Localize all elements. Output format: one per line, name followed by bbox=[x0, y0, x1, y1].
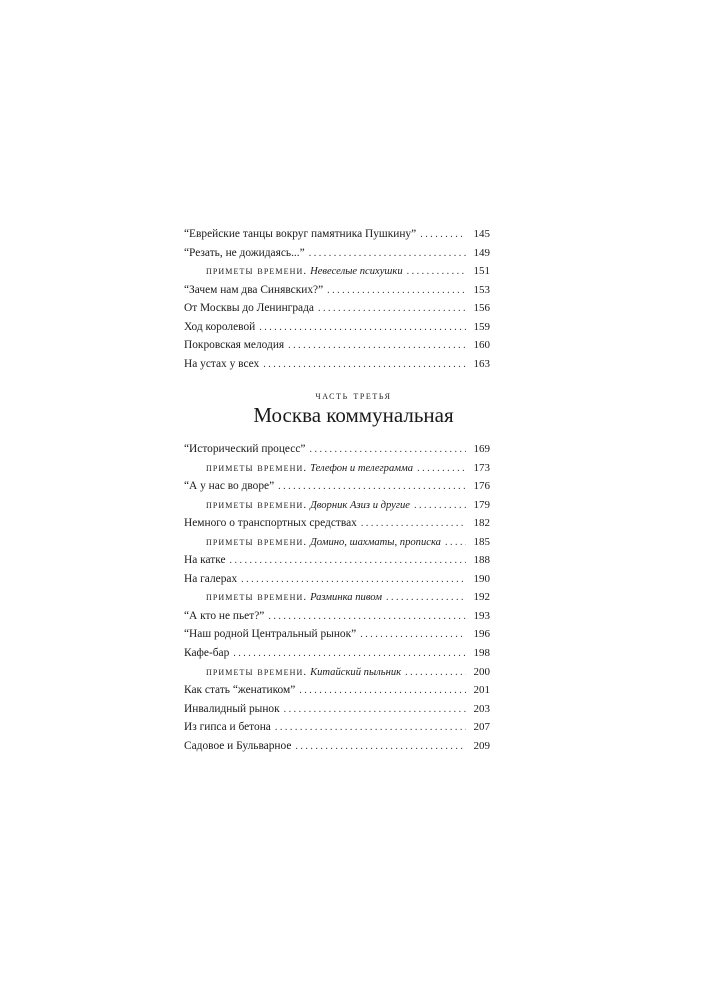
toc-entry-title: Немного о транспортных средствах bbox=[184, 517, 357, 530]
toc-entry bbox=[184, 281, 490, 300]
toc-entry bbox=[184, 644, 490, 663]
page-number: 176 bbox=[473, 480, 490, 493]
toc-entry bbox=[184, 718, 490, 737]
part-three-title: Москва коммунальная bbox=[253, 403, 454, 427]
toc-entry-title: Ход королевой bbox=[184, 320, 256, 333]
toc-entry-subtitle: Разминка пивом bbox=[310, 592, 382, 604]
toc-entry-title: Кафе-бар bbox=[184, 647, 230, 660]
dot-leader bbox=[295, 738, 466, 757]
signs-of-time-label: приметы времени. bbox=[206, 535, 308, 548]
toc-entry-title: Как стать “женатиком” bbox=[184, 684, 296, 697]
toc-entry-subtitle: Невеселые психушки bbox=[310, 266, 403, 278]
page-number: 203 bbox=[473, 702, 490, 715]
toc-entry-title bbox=[206, 459, 413, 479]
page-number: 207 bbox=[473, 721, 490, 734]
toc-entry-title: Садовое и Бульварное bbox=[184, 739, 292, 752]
page-number: 198 bbox=[473, 647, 490, 660]
toc-entry-title: На галерах bbox=[184, 572, 238, 585]
dot-leader bbox=[360, 626, 466, 645]
toc-entry bbox=[184, 533, 490, 552]
page-number: 201 bbox=[473, 684, 490, 697]
page-number: 182 bbox=[473, 517, 490, 530]
page-number: 193 bbox=[473, 609, 490, 622]
toc-entry-title: Инвалидный рынок bbox=[184, 702, 280, 715]
toc-entry-title: “Исторический процесс” bbox=[184, 443, 306, 455]
toc-entry-title: На катке bbox=[184, 554, 226, 567]
toc-entry bbox=[184, 514, 490, 533]
page-number: 149 bbox=[473, 246, 490, 259]
signs-of-time-label: приметы времени. bbox=[206, 265, 308, 278]
toc-entry bbox=[184, 496, 490, 515]
page-number: 163 bbox=[473, 357, 490, 370]
toc-entry-title: “А у нас во дворе” bbox=[184, 480, 275, 493]
page-number: 209 bbox=[473, 739, 490, 752]
toc-entry-title bbox=[206, 496, 410, 516]
page-number: 145 bbox=[473, 228, 490, 240]
toc-entry bbox=[184, 262, 490, 281]
page-number: 192 bbox=[473, 591, 490, 604]
toc-entry-title: На устах у всех bbox=[184, 357, 260, 370]
signs-of-time-label: приметы времени. bbox=[206, 461, 308, 474]
dot-leader bbox=[386, 589, 466, 608]
toc-entry bbox=[184, 570, 490, 589]
toc-entry-title: Из гипса и бетона bbox=[184, 721, 271, 734]
toc-entry bbox=[184, 681, 490, 700]
toc-entry-title: “Резать, не дожидаясь...” bbox=[184, 246, 305, 259]
toc-entry bbox=[184, 588, 490, 607]
toc-entry bbox=[184, 607, 490, 626]
dot-leader bbox=[268, 608, 466, 627]
page-number: 190 bbox=[473, 572, 490, 585]
toc-entry bbox=[184, 663, 490, 682]
toc-entry bbox=[184, 700, 490, 719]
toc-entry-title: “Наш родной Центральный рынок” bbox=[184, 628, 357, 641]
dot-leader bbox=[327, 282, 466, 301]
page-number: 196 bbox=[473, 628, 490, 641]
page-number: 156 bbox=[473, 302, 490, 315]
dot-leader bbox=[278, 478, 466, 497]
page-number: 169 bbox=[473, 443, 490, 455]
dot-leader bbox=[309, 245, 466, 264]
signs-of-time-label: приметы времени. bbox=[206, 498, 308, 511]
dot-leader bbox=[445, 534, 466, 553]
signs-of-time-label: приметы времени. bbox=[206, 591, 308, 604]
dot-leader bbox=[299, 682, 466, 701]
page-number: 188 bbox=[473, 554, 490, 567]
dot-leader bbox=[284, 701, 466, 720]
toc-entry-title: Покровская мелодия bbox=[184, 339, 285, 352]
toc-entry bbox=[184, 336, 490, 355]
dot-leader bbox=[318, 300, 466, 319]
dot-leader bbox=[233, 645, 466, 664]
toc-entry-title: “А кто не пьет?” bbox=[184, 609, 265, 622]
toc-entry-title bbox=[206, 533, 441, 553]
toc-entry-title: От Москвы до Ленинграда bbox=[184, 302, 314, 315]
toc-part-one bbox=[184, 225, 490, 373]
page-number: 200 bbox=[473, 665, 490, 678]
page-number: 185 bbox=[473, 535, 490, 548]
dot-leader bbox=[275, 719, 466, 738]
toc-entry-subtitle: Домино, шахматы, прописка bbox=[310, 536, 441, 548]
dot-leader bbox=[288, 337, 466, 356]
toc-entry-subtitle: Телефон и телеграмма bbox=[310, 462, 414, 474]
toc-entry-title bbox=[206, 588, 382, 608]
toc-entry-subtitle: Китайский пыльник bbox=[310, 666, 402, 678]
toc-entry bbox=[184, 737, 490, 756]
toc-part-three bbox=[184, 440, 490, 755]
page-number: 159 bbox=[473, 320, 490, 333]
page-number: 173 bbox=[473, 461, 490, 474]
toc-entry bbox=[184, 244, 490, 263]
page-number: 151 bbox=[473, 265, 490, 278]
toc-entry bbox=[184, 440, 490, 459]
page-number: 160 bbox=[473, 339, 490, 352]
dot-leader bbox=[417, 460, 466, 479]
toc-entry bbox=[184, 355, 490, 374]
toc-entry bbox=[184, 318, 490, 337]
toc-entry bbox=[184, 625, 490, 644]
toc-entry-title: “Еврейские танцы вокруг памятника Пушкину” bbox=[184, 228, 417, 240]
dot-leader bbox=[259, 319, 466, 338]
dot-leader bbox=[230, 552, 466, 571]
dot-leader bbox=[420, 226, 466, 245]
signs-of-time-label: приметы времени. bbox=[206, 665, 308, 678]
dot-leader bbox=[414, 497, 466, 516]
part-three-label: часть третья bbox=[315, 388, 392, 402]
toc-entry bbox=[184, 225, 490, 244]
toc-entry-title bbox=[206, 663, 401, 683]
toc-entry bbox=[184, 299, 490, 318]
toc-entry bbox=[184, 477, 490, 496]
dot-leader bbox=[241, 571, 466, 590]
page-number: 179 bbox=[473, 498, 490, 511]
dot-leader bbox=[407, 263, 466, 282]
page-number: 153 bbox=[473, 283, 490, 296]
dot-leader bbox=[263, 356, 466, 375]
dot-leader bbox=[405, 664, 466, 683]
toc-entry-subtitle: Дворник Азиз и другие bbox=[310, 499, 410, 511]
toc-entry-title bbox=[206, 262, 403, 282]
dot-leader bbox=[309, 441, 466, 460]
toc-entry bbox=[184, 459, 490, 478]
toc-entry bbox=[184, 551, 490, 570]
toc-entry-title: “Зачем нам два Синявских?” bbox=[184, 283, 324, 296]
dot-leader bbox=[361, 515, 466, 534]
